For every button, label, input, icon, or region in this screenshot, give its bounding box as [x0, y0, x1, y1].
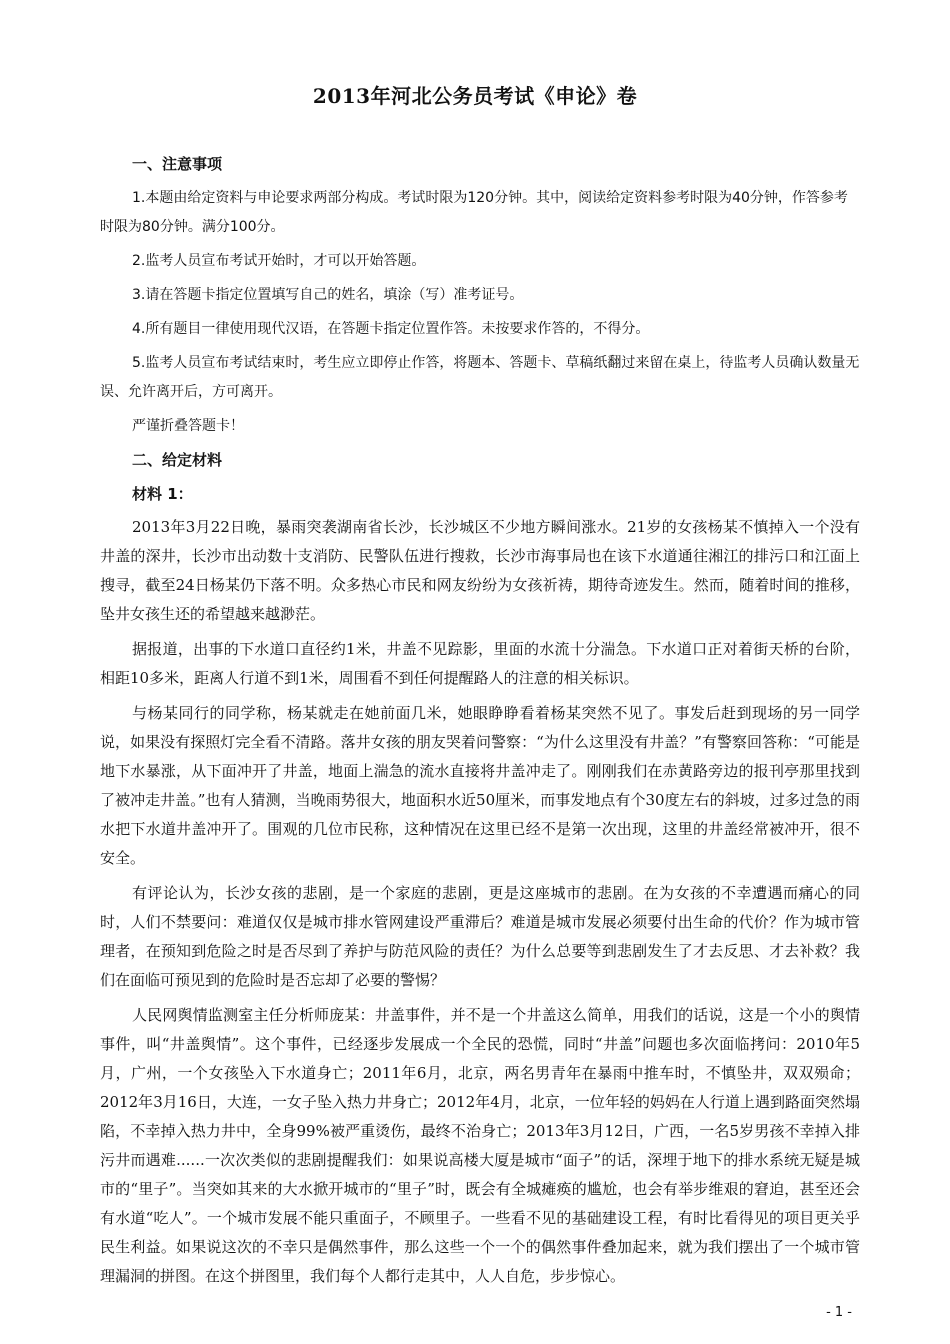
material-paragraph: 人民网舆情监测室主任分析师庞某：井盖事件，并不是一个井盖这么简单，用我们的话说，这是一个小的舆情事件，叫“井盖舆情”。这个事件，已经逐步发展成一个全民的恐慌，同时“井盖”问题也多次面临拷问：2010年5月，广州，一个女孩坠入下水道身亡；2011年6月，北京，两名男青年在暴雨中推车时，不慎坠井，双双殒命；2012年3月16日，大连，一女子坠入热力井身亡；2012年4月，北京，一位年轻的妈妈在人行道上遇到路面突然塌陷，不幸掉入热力井中，全身99%被严重烫伤，最终不治身亡；2013年3月12日，广西，一名5岁男孩不幸掉入排污井而遇难......一次次类似的悲剧提醒我们：如果说高楼大厦是城市“面子”的话，深埋于地下的排水系统无疑是城市的“里子”。当突如其来的大水掀开城市的“里子”时，既会有全城瘫痪的尴尬，也会有举步维艰的窘迫，甚至还会有水道“吃人”。一个城市发展不能只重面子，不顾里子。一些看不见的基础建设工程，有时比看得见的项目更关乎民生利益。如果说这次的不幸只是偶然事件，那么这些一个一个的偶然事件叠加起来，就为我们摆出了一个城市管理漏洞的拼图。在这个拼图里，我们每个人都行走其中，人人自危，步步惊心。 [100, 1006, 860, 1285]
notice-item: 5.监考人员宣布考试结束时，考生应立即停止作答，将题本、答题卡、草稿纸翻过来留在桌上，待监考人员确认数量无误、允许离开后，方可离开。 [100, 355, 860, 400]
material-paragraph: 与杨某同行的同学称，杨某就走在她前面几米，她眼睁睁看着杨某突然不见了。事发后赶到现场的另一同学说，如果没有探照灯完全看不清路。落井女孩的朋友哭着问警察：“为什么这里没有井盖？”有警察回答称：“可能是地下水暴涨，从下面冲开了井盖，地面上湍急的流水直接将井盖冲走了。刚刚我们在赤黄路旁边的报刊亭那里找到了被冲走井盖。”也有人猜测，当晚雨势很大，地面积水近50厘米，而事发地点有个30度左右的斜坡，过多过急的雨水把下水道井盖冲开了。围观的几位市民称，这种情况在这里已经不是第一次出现，这里的井盖经常被冲开，很不安全。 [100, 704, 860, 867]
notice-item: 2.监考人员宣布考试开始时，才可以开始答题。 [132, 253, 426, 269]
document-title: 2013年河北公务员考试《申论》卷 [312, 84, 638, 108]
material-paragraph: 据报道，出事的下水道口直径约1米，井盖不见踪影，里面的水流十分湍急。下水道口正对着街天桥的台阶，相距10多米，距离人行道不到1米，周围看不到任何提醒路人的注意的相关标识。 [100, 640, 860, 687]
material-label: 材料 1： [132, 485, 193, 503]
document-body [100, 150, 860, 1297]
notice-warning: 严谨折叠答题卡！ [132, 418, 244, 434]
notice-item: 4.所有题目一律使用现代汉语，在答题卡指定位置作答。未按要求作答的，不得分。 [132, 321, 650, 337]
material-paragraph: 2013年3月22日晚，暴雨突袭湖南省长沙，长沙城区不少地方瞬间涨水。21岁的女孩杨某不慎掉入一个没有井盖的深井，长沙市出动数十支消防、民警队伍进行搜救，长沙市海事局也在该下水道通往湘江的排污口和江面上搜寻，截至24日杨某仍下落不明。众多热心市民和网友纷纷为女孩祈祷，期待奇迹发生。然而，随着时间的推移，坠井女孩生还的希望越来越渺茫。 [100, 518, 860, 623]
material-paragraph: 有评论认为，长沙女孩的悲剧，是一个家庭的悲剧，更是这座城市的悲剧。在为女孩的不幸遭遇而痛心的同时，人们不禁要问：难道仅仅是城市排水管网建设严重滞后？难道是城市发展必须要付出生命的代价？作为城市管理者，在预知到危险之时是否尽到了养护与防范风险的责任？为什么总要等到悲剧发生了才去反思、才去补救？我们在面临可预见到的危险时是否忘却了必要的警惕？ [100, 884, 860, 989]
notice-item: 3.请在答题卡指定位置填写自己的姓名，填涂（写）准考证号。 [132, 287, 524, 303]
page-number: - 1 - [826, 1305, 852, 1320]
material-heading: 二、给定材料 [132, 451, 223, 469]
notice-heading: 一、注意事项 [132, 155, 223, 173]
notice-item: 1.本题由给定资料与申论要求两部分构成。考试时限为120分钟。其中，阅读给定资料参考时限为40分钟，作答参考时限为80分钟。满分100分。 [100, 190, 848, 235]
